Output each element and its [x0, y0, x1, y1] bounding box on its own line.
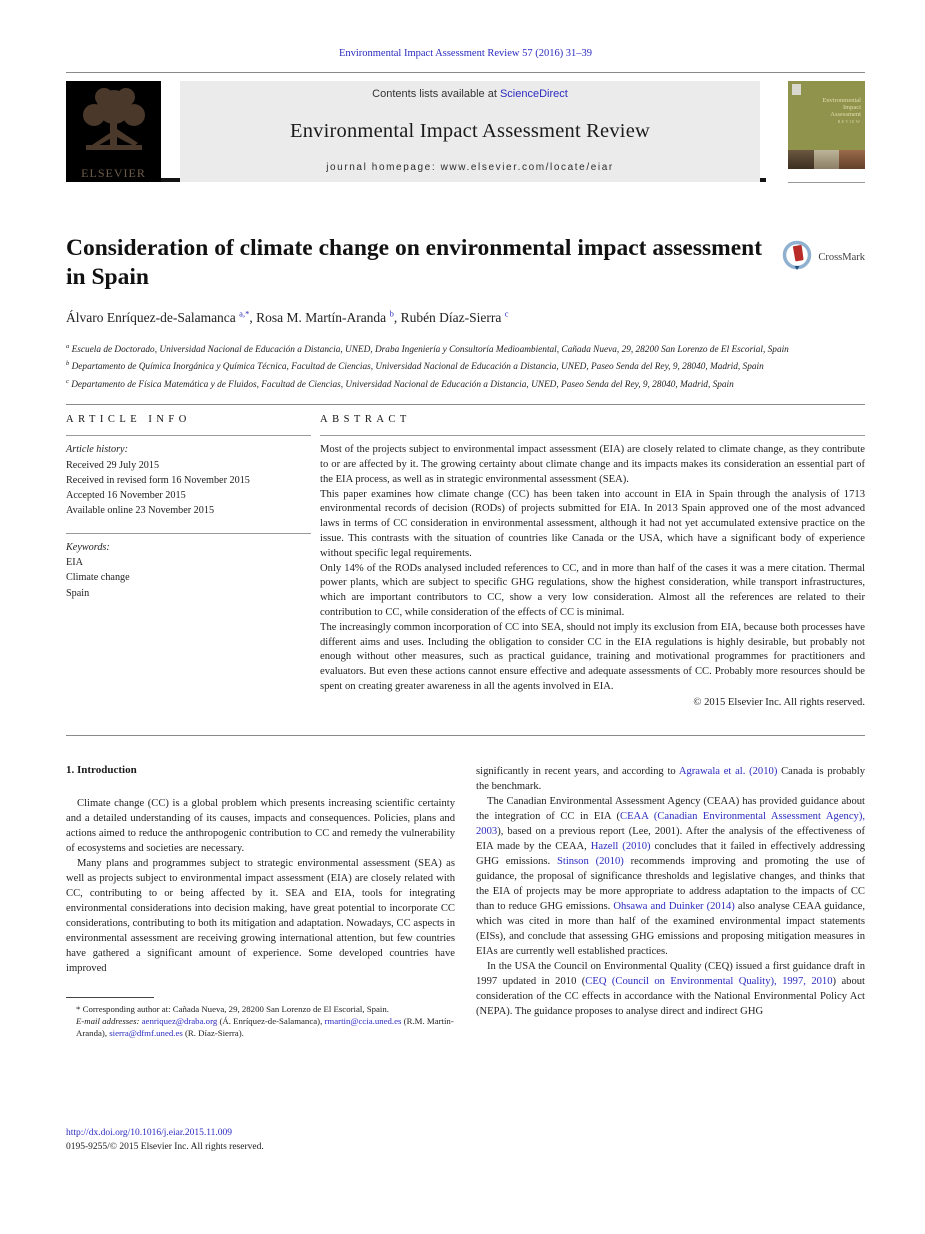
body-paragraph: Many plans and programmes subject to strategic environmental assessment (SEA) as well as projects subject to environmental impact assessment (EIA) are closely related with CC, contributing to or being affected by it. SEA and EIA, tools for integrating environmental considerations into decision making, have great potential to incorporate CC considerations, contributing to both its mitigation and adaptation. Nowadays, CC aspects in environmental assessment are receiving growing international attention, but few countries have gathered a significant amount of experience. Some developed countries have improved	[66, 857, 455, 974]
article-title: Consideration of climate change on environmental impact assessment in Spain	[66, 235, 763, 290]
crossmark-icon	[780, 240, 814, 274]
author-1: Álvaro Enríquez-de-Salamanca $^{a,*}$,	[66, 308, 257, 325]
abstract-paragraph: This paper examines how climate change (CC) has been taken into account in EIA in Spain through the analysis of 1713 environmental records of decision (RODs) of projects submitted for EIA. In 2013 Spain approved one of the most advanced laws in terms of CC consideration in environmental assessment, although it had not yet accumulated extensive practice on the issue. This contrasts with the situation of countries like Canada or the USA, which have a significant body of experience without specific legal requirements.	[320, 488, 865, 559]
affiliation-b: $^b$ Departamento de Química Inorgánica y Química Técnica, Facultad de Ciencias, Universidad Nacional de Educación a Distancia, UNED, Paseo Senda del Rey, 9, 28040, Madrid, Spain	[66, 360, 764, 373]
doi-link[interactable]: http://dx.doi.org/10.1016/j.eiar.2015.11.009	[66, 1128, 232, 1138]
history-label: Article history:	[66, 444, 128, 456]
body-right-column	[476, 764, 865, 1040]
elsevier-wordmark: ELSEVIER	[81, 166, 146, 180]
abstract-column	[320, 414, 865, 708]
body-paragraph: The Canadian Environmental Assessment Agency (CEAA) has provided guidance about the integration of CC in EIA (CEAA (Canadian Environmental Assessment Agency), 2003), based on a previous report (Lee, 2001). After the analysis of the effectiveness of EIA made by the CEAA, Hazell (2010) concludes that it failed in effectively addressing GHG emissions. Stinson (2010) recommends improving and promoting the use of guidance, the proposal of significance thresholds and legislative changes, and thinks that the EIA of projects may be more appropriate to address adaptation to the impacts of CC than to reduce GHG emissions. Ohsawa and Duinker (2014) also analyse CEAA guidance, which was cited in more than half of the examined environmental impact statements (EISs), and conclude that assessing GHG emissions and proposing mitigation measures in EIAs are currently well established practices.	[476, 795, 865, 957]
cover-photo-strip	[788, 150, 865, 169]
citation-link[interactable]: Hazell (2010)	[590, 840, 651, 852]
citation-link[interactable]: rmartin@ccia.uned.es	[324, 1016, 402, 1027]
elsevier-tree-icon	[72, 83, 155, 167]
crossmark-label: CrossMark	[818, 251, 865, 263]
divider-above-body	[66, 735, 865, 736]
footnote-line-1: * Corresponding author at: Cañada Nueva, 29, 28200 San Lorenzo de El Escorial, Spain.	[76, 1003, 389, 1014]
journal-citation: Environmental Impact Assessment Review 57 (2016) 31–39	[338, 48, 593, 59]
divider-above-info	[66, 404, 865, 405]
journal-banner	[66, 81, 865, 182]
affiliations	[66, 340, 865, 393]
cover-divider	[788, 182, 865, 183]
abstract-heading: ABSTRACT	[320, 414, 411, 426]
author-3: Rubén Díaz-Sierra $^c$	[400, 308, 509, 325]
journal-cover	[788, 81, 865, 182]
author-3-affil-marker[interactable]: c	[504, 308, 509, 318]
author-2: Rosa M. Martín-Aranda $^b$,	[256, 308, 401, 325]
affiliation-c: $^c$ Departamento de Física Matemática y de Fluidos, Facultad de Ciencias, Universidad Nacional de Educación a Distancia, UNED, Paseo Senda del Rey, 9, 28040, Madrid, Spain	[66, 377, 734, 390]
article-history	[66, 442, 310, 518]
author-line	[66, 308, 865, 326]
article-info-heading: ARTICLE INFO	[66, 414, 191, 426]
citation-link[interactable]: Ohsawa and Duinker (2014)	[613, 900, 735, 912]
citation-link[interactable]: Agrawala et al. (2010)	[678, 765, 778, 777]
contents-line	[180, 88, 760, 100]
banner-center	[180, 81, 760, 182]
body-paragraph: significantly in recent years, and according to Agrawala et al. (2010) Canada is probably the benchmark.	[476, 765, 865, 792]
citation-link[interactable]: CEQ (Council on Environmental Quality), 1997, 2010	[585, 975, 833, 987]
body-left-column	[66, 764, 455, 1040]
page-footer	[66, 1126, 264, 1154]
abstract-paragraph: Most of the projects subject to environmental impact assessment (EIA) are closely related to climate change, as they contribute to or are affected by it. The growing certainty about climate change and its impacts makes its consideration an essential part of the EIA process, as well as in strategic environmental assessment (SEA).	[320, 444, 865, 485]
citation-link[interactable]: sierra@dfmf.uned.es	[109, 1028, 183, 1039]
history-item: Received in revised form 16 November 2015	[66, 474, 250, 486]
info-divider-2	[66, 533, 311, 534]
elsevier-logo	[66, 81, 161, 182]
abstract-divider	[320, 435, 865, 436]
crossmark-badge[interactable]	[780, 240, 865, 274]
author-1-affil-marker[interactable]: a,*	[239, 308, 250, 318]
abstract-paragraph: The increasingly common incorporation of CC into SEA, should not imply its exclusion from EIA, because both processes have different aims and uses. Including the obligation to consider CC in the EIA regulations is highly desirable, but probably not enough without other measures, such as practical guidance, training and motivational programmes for practitioners and evaluators. But even these actions cannot ensure effective and adequate assessments of CC. Probably more resources should be spent on creating greater awareness in all the agents involved in EIA.	[320, 621, 865, 693]
abstract-paragraph: Only 14% of the RODs analysed included references to CC, and in more than half of the cases it was a mere citation. Thermal power plants, which are subject to specific GHG regulations, show the highest consideration, while transport infrastructures, which are important contributors to CC, show a very low consideration. Almost all the references are related to their contribution to CC, while consideration of the effects of CC is minimal.	[320, 562, 865, 619]
author-2-affil-marker[interactable]: b	[389, 308, 394, 318]
citation-link[interactable]: Stinson (2010)	[556, 855, 624, 867]
keyword-item: Climate change	[66, 572, 130, 584]
keywords-label: Keywords:	[66, 541, 110, 553]
cover-publisher-icon	[792, 84, 801, 95]
issn-copyright-line: 0195-9255/© 2015 Elsevier Inc. All rights reserved.	[66, 1142, 264, 1152]
abstract-text	[320, 443, 865, 695]
sciencedirect-link[interactable]: ScienceDirect	[499, 88, 568, 100]
keyword-item: Spain	[66, 587, 90, 599]
journal-title: Environmental Impact Assessment Review	[289, 119, 650, 142]
journal-cover-art	[788, 81, 865, 169]
keyword-item: EIA	[66, 557, 83, 569]
corresponding-author-footnote	[66, 997, 455, 1040]
citation-link[interactable]: aenriquez@draba.org	[141, 1016, 218, 1027]
top-divider	[66, 72, 865, 73]
footnote-divider	[66, 997, 154, 998]
history-item: Received 29 July 2015	[66, 459, 160, 471]
footnote-emails: E-mail addresses: aenriquez@draba.org (Á. Enríquez-de-Salamanca), rmartin@ccia.uned.es (R.M. Martín-Aranda), sierra@dfmf.uned.es (R. Díaz-Sierra).	[76, 1016, 454, 1039]
affiliation-a: $^a$ Escuela de Doctorado, Universidad Nacional de Educación a Distancia, UNED, Draba Ingeniería y Consultoría Medioambiental, Cañada Nueva, 29, 28200 San Lorenzo de El Escorial, Spain	[66, 342, 789, 355]
journal-homepage-link[interactable]: journal homepage: www.elsevier.com/locate/eiar	[326, 162, 614, 173]
cover-title-text: Environmental Impact Assessment REVIEW	[822, 97, 861, 124]
history-item: Accepted 16 November 2015	[66, 490, 186, 502]
abstract-copyright: © 2015 Elsevier Inc. All rights reserved.	[693, 696, 865, 708]
contents-prefix: Contents lists available at	[372, 88, 500, 100]
section-heading-introduction: 1. Introduction	[66, 763, 137, 776]
article-info-column	[66, 414, 320, 708]
keywords-block	[66, 540, 310, 601]
citation-link[interactable]: CEAA (Canadian Environmental Assessment Agency), 2003	[476, 810, 865, 837]
history-item: Available online 23 November 2015	[66, 505, 215, 517]
body-paragraph: In the USA the Council on Environmental Quality (CEQ) issued a first guidance draft in 1997 updated in 2010 (CEQ (Council on Environmental Quality), 1997, 2010) about consideration of the CC effects in accordance with the National Environmental Policy Act (NEPA). The guidance proposes to analyse direct and indirect GHG	[476, 960, 865, 1017]
info-divider-1	[66, 435, 311, 436]
body-paragraph: Climate change (CC) is a global problem which presents increasing scientific certainty and a detailed understanding of its causes, impacts and consequences. Policies, plans and actions aimed to reduce the anthropogenic contribution to CC and remedy the vulnerability of ecosystems and societies are necessary.	[66, 797, 455, 854]
